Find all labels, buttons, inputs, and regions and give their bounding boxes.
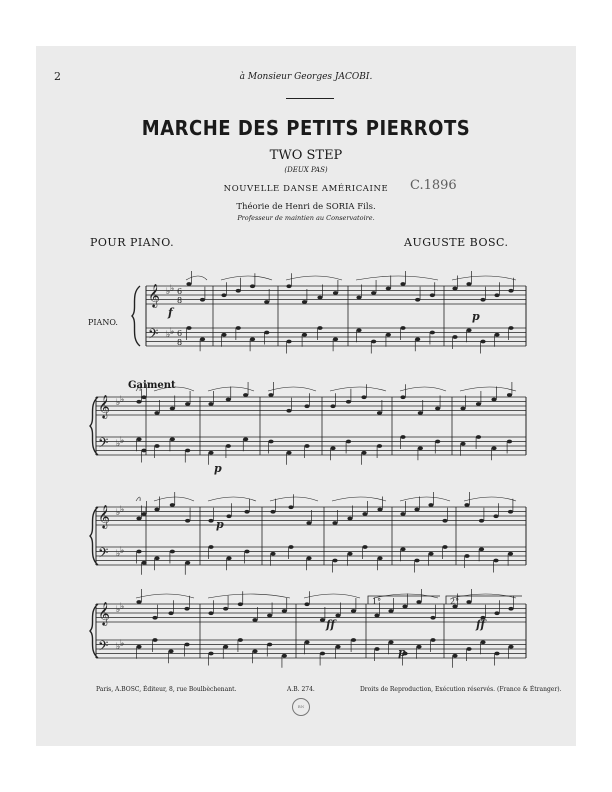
note-head (170, 503, 175, 507)
key-signature: ♭ (116, 439, 121, 449)
note-head (480, 298, 485, 302)
note-head (430, 293, 435, 297)
note-head (152, 616, 157, 620)
note-head (464, 503, 469, 507)
instrument-credit: POUR PIANO. (90, 236, 175, 249)
note-head (302, 300, 307, 304)
note-head (377, 411, 382, 415)
piece-subtitle: TWO STEP (269, 148, 343, 163)
note-head (168, 649, 173, 653)
system-brace (90, 604, 98, 658)
note-head (400, 282, 405, 286)
note-head (418, 446, 423, 450)
note-head (286, 451, 291, 455)
slur (400, 497, 450, 501)
note-head (356, 328, 361, 332)
key-signature: ♭ (116, 642, 121, 652)
dynamic-marking: p (472, 310, 480, 323)
note-head (428, 503, 433, 507)
note-head (428, 552, 433, 556)
key-signature: ♭ (166, 330, 171, 340)
dynamic-marking: f (168, 306, 173, 319)
slur (136, 594, 194, 598)
note-head (304, 404, 309, 408)
note-head (170, 437, 175, 441)
slur (464, 497, 516, 501)
note-head (476, 402, 481, 406)
note-head (400, 512, 405, 516)
note-head (184, 607, 189, 611)
library-seal: BN (292, 698, 310, 716)
key-signature: ♭ (120, 639, 125, 649)
key-signature: ♭ (116, 508, 121, 518)
slur (332, 497, 386, 501)
note-head (466, 647, 471, 651)
note-head (317, 296, 322, 300)
key-signature: ♭ (116, 549, 121, 559)
treble-clef: 𝄞 (98, 601, 110, 625)
dedication: à Monsieur Georges JACOBI. (239, 72, 373, 82)
note-head (430, 331, 435, 335)
volta-label: 1° (372, 597, 382, 606)
note-head (388, 640, 393, 644)
note-head (494, 333, 499, 337)
time-signature: 8 (177, 296, 183, 305)
note-head (306, 556, 311, 560)
note-head (250, 284, 255, 288)
treble-clef: 𝄞 (98, 394, 110, 418)
note-head (186, 326, 191, 330)
note-head (282, 654, 287, 658)
treble-clef: 𝄞 (98, 504, 110, 528)
note-head (223, 607, 228, 611)
note-head (264, 331, 269, 335)
note-head (226, 556, 231, 560)
note-head (480, 340, 485, 344)
tempo-marking: Gaiment (128, 380, 176, 391)
note-head (430, 616, 435, 620)
time-signature: 6 (177, 287, 183, 296)
note-head (466, 600, 471, 604)
note-head (335, 645, 340, 649)
note-head (141, 561, 146, 565)
theory-credit: Théorie de Henri de SORIA Fils. (236, 202, 376, 212)
note-head (170, 407, 175, 411)
slur (270, 497, 318, 501)
note-head (332, 521, 337, 525)
treble-clef: 𝄞 (148, 283, 160, 307)
note-head (288, 545, 293, 549)
slur (400, 387, 446, 391)
note-head (208, 611, 213, 615)
note-head (508, 510, 513, 514)
note-head (400, 547, 405, 551)
slur (452, 276, 516, 280)
note-head (185, 449, 190, 453)
key-signature: ♭ (116, 398, 121, 408)
note-head (244, 550, 249, 554)
note-head (507, 393, 512, 397)
note-head (508, 289, 513, 293)
note-head (221, 333, 226, 337)
note-head (464, 554, 469, 558)
note-head (236, 326, 241, 330)
slur (286, 276, 342, 280)
note-head (168, 611, 173, 615)
note-head (452, 654, 457, 658)
note-head (347, 552, 352, 556)
note-head (452, 287, 457, 291)
piece-title: MARCHE DES PETITS PIERROTS (141, 116, 471, 141)
slur (208, 497, 256, 501)
note-head (286, 409, 291, 413)
slur (186, 276, 207, 280)
note-head (226, 514, 231, 518)
note-head (286, 284, 291, 288)
note-head (400, 326, 405, 330)
note-head (466, 282, 471, 286)
note-head (306, 521, 311, 525)
note-head (208, 652, 213, 656)
note-head (362, 512, 367, 516)
note-head (418, 411, 423, 415)
bass-clef: 𝄢 (98, 435, 109, 454)
note-head (386, 287, 391, 291)
note-head (476, 435, 481, 439)
note-head (480, 640, 485, 644)
note-head (494, 652, 499, 656)
rights-notice: Droits de Reproduction, Exécution réservés. (France & Étranger). (360, 686, 562, 693)
note-head (332, 559, 337, 563)
note-head (377, 556, 382, 560)
note-head (282, 609, 287, 613)
note-head (304, 640, 309, 644)
slur (136, 387, 140, 391)
system-brace (132, 286, 140, 346)
note-head (304, 444, 309, 448)
note-head (141, 395, 146, 399)
volta-label: 2° (450, 597, 460, 606)
slur (268, 387, 316, 391)
note-head (236, 289, 241, 293)
note-head (491, 446, 496, 450)
genre-line: NOUVELLE DANSE AMÉRICAINE (223, 184, 389, 194)
note-head (356, 296, 361, 300)
note-head (460, 407, 465, 411)
note-head (374, 647, 379, 651)
note-head (267, 614, 272, 618)
note-head (333, 291, 338, 295)
key-signature: ♭ (170, 327, 175, 337)
note-head (270, 510, 275, 514)
note-head (320, 618, 325, 622)
key-signature: ♭ (120, 546, 125, 556)
note-head (400, 395, 405, 399)
note-head (302, 333, 307, 337)
note-head (226, 444, 231, 448)
note-head (371, 340, 376, 344)
note-head (346, 440, 351, 444)
note-head (141, 512, 146, 516)
slur (136, 497, 140, 501)
note-head (351, 638, 356, 642)
note-head (141, 449, 146, 453)
note-head (416, 600, 421, 604)
dynamic-marking: p (216, 518, 224, 531)
time-signature: 6 (177, 329, 183, 338)
key-signature: ♭ (116, 605, 121, 615)
note-head (493, 514, 498, 518)
note-head (388, 609, 393, 613)
note-head (402, 605, 407, 609)
slur (460, 387, 516, 391)
note-head (154, 508, 159, 512)
note-head (185, 402, 190, 406)
slur (154, 497, 194, 501)
note-head (377, 508, 382, 512)
dynamic-marking: ff (326, 618, 336, 631)
note-head (185, 519, 190, 523)
bass-clef: 𝄢 (148, 326, 159, 345)
note-head (184, 643, 189, 647)
note-head (335, 614, 340, 618)
note-head (136, 550, 141, 554)
note-head (351, 609, 356, 613)
note-head (416, 645, 421, 649)
note-head (154, 444, 159, 448)
note-head (154, 411, 159, 415)
note-head (185, 561, 190, 565)
note-head (491, 398, 496, 402)
note-head (223, 645, 228, 649)
note-head (136, 645, 141, 649)
note-head (268, 393, 273, 397)
note-head (377, 444, 382, 448)
note-head (238, 638, 243, 642)
plate-number: A.B. 274. (287, 686, 315, 693)
note-head (507, 440, 512, 444)
dynamic-marking: ff (476, 618, 486, 631)
note-head (347, 517, 352, 521)
key-signature: ♭ (120, 436, 125, 446)
key-signature: ♭ (120, 395, 125, 405)
note-head (494, 293, 499, 297)
note-head (200, 298, 205, 302)
note-head (208, 519, 213, 523)
note-head (268, 440, 273, 444)
note-head (136, 517, 141, 521)
theory-note: Professeur de maintien au Conservatoire. (237, 214, 375, 222)
note-head (442, 545, 447, 549)
note-head (136, 437, 141, 441)
note-head (243, 437, 248, 441)
note-head (208, 451, 213, 455)
key-signature: ♭ (120, 602, 125, 612)
slur (304, 594, 360, 598)
note-head (330, 404, 335, 408)
note-head (362, 545, 367, 549)
time-signature: 8 (177, 338, 183, 347)
note-head (479, 519, 484, 523)
note-head (333, 337, 338, 341)
note-head (374, 614, 379, 618)
note-head (286, 340, 291, 344)
note-head (435, 407, 440, 411)
catalog-stamp: C.1896 (410, 178, 457, 193)
note-head (361, 451, 366, 455)
bass-clef: 𝄢 (98, 638, 109, 657)
note-head (386, 333, 391, 337)
note-head (154, 556, 159, 560)
slur (221, 276, 272, 280)
composer-credit: AUGUSTE BOSC. (404, 236, 509, 249)
slur (154, 387, 194, 391)
note-head (288, 505, 293, 509)
key-signature: ♭ (170, 284, 175, 294)
note-head (200, 337, 205, 341)
note-head (494, 611, 499, 615)
note-head (508, 326, 513, 330)
note-head (170, 550, 175, 554)
instrument-label: PIANO. (88, 318, 118, 327)
bass-clef: 𝄢 (98, 545, 109, 564)
note-head (264, 300, 269, 304)
note-head (267, 643, 272, 647)
note-head (430, 638, 435, 642)
note-head (493, 559, 498, 563)
note-head (414, 508, 419, 512)
key-signature: ♭ (120, 505, 125, 515)
note-head (414, 559, 419, 563)
note-head (136, 400, 141, 404)
note-head (252, 649, 257, 653)
note-head (270, 552, 275, 556)
note-head (508, 607, 513, 611)
note-head (452, 335, 457, 339)
note-head (361, 395, 366, 399)
note-head (400, 435, 405, 439)
note-head (479, 547, 484, 551)
page-number: 2 (54, 70, 61, 83)
note-head (320, 652, 325, 656)
note-head (243, 393, 248, 397)
note-head (330, 446, 335, 450)
note-head (460, 442, 465, 446)
note-head (508, 645, 513, 649)
publisher-line: Paris, A.BOSC, Éditeur, 8, rue Boulbèchenant. (96, 686, 237, 693)
note-head (208, 545, 213, 549)
piece-subtitle-french: (DEUX PAS) (284, 166, 328, 174)
dynamic-marking: p (214, 462, 222, 475)
note-head (244, 510, 249, 514)
note-head (415, 298, 420, 302)
note-head (186, 282, 191, 286)
note-head (466, 328, 471, 332)
slur (330, 387, 386, 391)
note-head (304, 602, 309, 606)
note-head (152, 638, 157, 642)
note-head (221, 293, 226, 297)
note-head (371, 291, 376, 295)
note-head (435, 440, 440, 444)
note-head (250, 337, 255, 341)
note-head (442, 519, 447, 523)
note-head (226, 398, 231, 402)
note-head (252, 618, 257, 622)
note-head (508, 552, 513, 556)
note-head (317, 326, 322, 330)
note-head (346, 400, 351, 404)
dynamic-marking: p (398, 646, 406, 659)
slur (208, 594, 290, 598)
note-head (136, 600, 141, 604)
note-head (238, 602, 243, 606)
note-head (208, 402, 213, 406)
slur (356, 276, 438, 280)
key-signature: ♭ (166, 287, 171, 297)
note-head (415, 337, 420, 341)
